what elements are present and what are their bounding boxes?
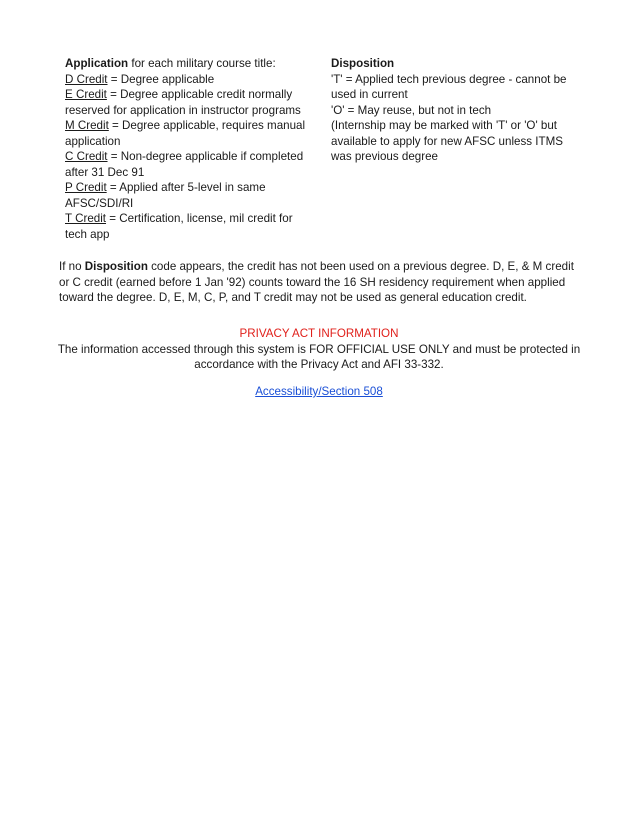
note-rest: code appears, the credit has not been used on a previous degree. D, E, & M credit or C credit (earned before 1 Jan '92) counts toward the 16 SH residency requirement when applied toward the degree. D, E, M, C, P, and T credit may not be used as general education credit. [59, 260, 574, 304]
credit-desc: = Degree applicable credit normally reserved for application in instructor programs [65, 88, 301, 117]
disposition-item-internship: (Internship may be marked with 'T' or 'O' but available to apply for new AFSC unless ITMS was previous degree [331, 119, 563, 163]
disposition-heading: Disposition [331, 57, 395, 70]
credit-desc: = Applied after 5-level in same AFSC/SDI/RI [65, 181, 266, 210]
privacy-act-section [40, 326, 598, 373]
accessibility-footer [0, 384, 638, 400]
credit-desc: = Degree applicable [107, 72, 215, 86]
note-bold-term: Disposition [84, 260, 148, 273]
accessibility-link[interactable]: Accessibility/Section 508 [255, 385, 383, 398]
disposition-item-o: 'O' = May reuse, but not in tech [331, 103, 492, 117]
credit-usage-note [59, 259, 584, 306]
application-heading-suffix: for each military course title: [128, 57, 276, 70]
credit-code: M Credit [65, 119, 109, 132]
legend-item-c-credit [65, 149, 315, 180]
application-heading-line [65, 56, 315, 72]
credit-code: T Credit [65, 212, 107, 225]
credit-code: C Credit [65, 150, 108, 163]
credit-desc: = Degree applicable, requires manual application [65, 119, 306, 148]
disposition-legend [331, 56, 576, 165]
credit-desc: = Non-degree applicable if completed after 31 Dec 91 [65, 150, 304, 179]
legend-item-d-credit [65, 72, 315, 88]
legend-item-m-credit [65, 118, 315, 149]
credit-code: E Credit [65, 88, 107, 101]
privacy-act-body: The information accessed through this system is FOR OFFICIAL USE ONLY and must be protected in accordance with the Privacy Act and AFI 33-332. [57, 342, 581, 371]
note-prefix: If no [59, 260, 85, 273]
credit-code: P Credit [65, 181, 107, 194]
application-heading: Application [65, 57, 129, 70]
legend-item-p-credit [65, 180, 315, 211]
legend-item-t-credit [65, 211, 315, 242]
credit-code: D Credit [65, 72, 108, 86]
legend-item-e-credit [65, 87, 315, 118]
application-legend [65, 56, 315, 242]
credit-desc: = Certification, license, mil credit for tech app [65, 212, 293, 241]
disposition-item-t: 'T' = Applied tech previous degree - cannot be used in current [331, 72, 567, 101]
privacy-act-title: PRIVACY ACT INFORMATION [239, 327, 399, 340]
